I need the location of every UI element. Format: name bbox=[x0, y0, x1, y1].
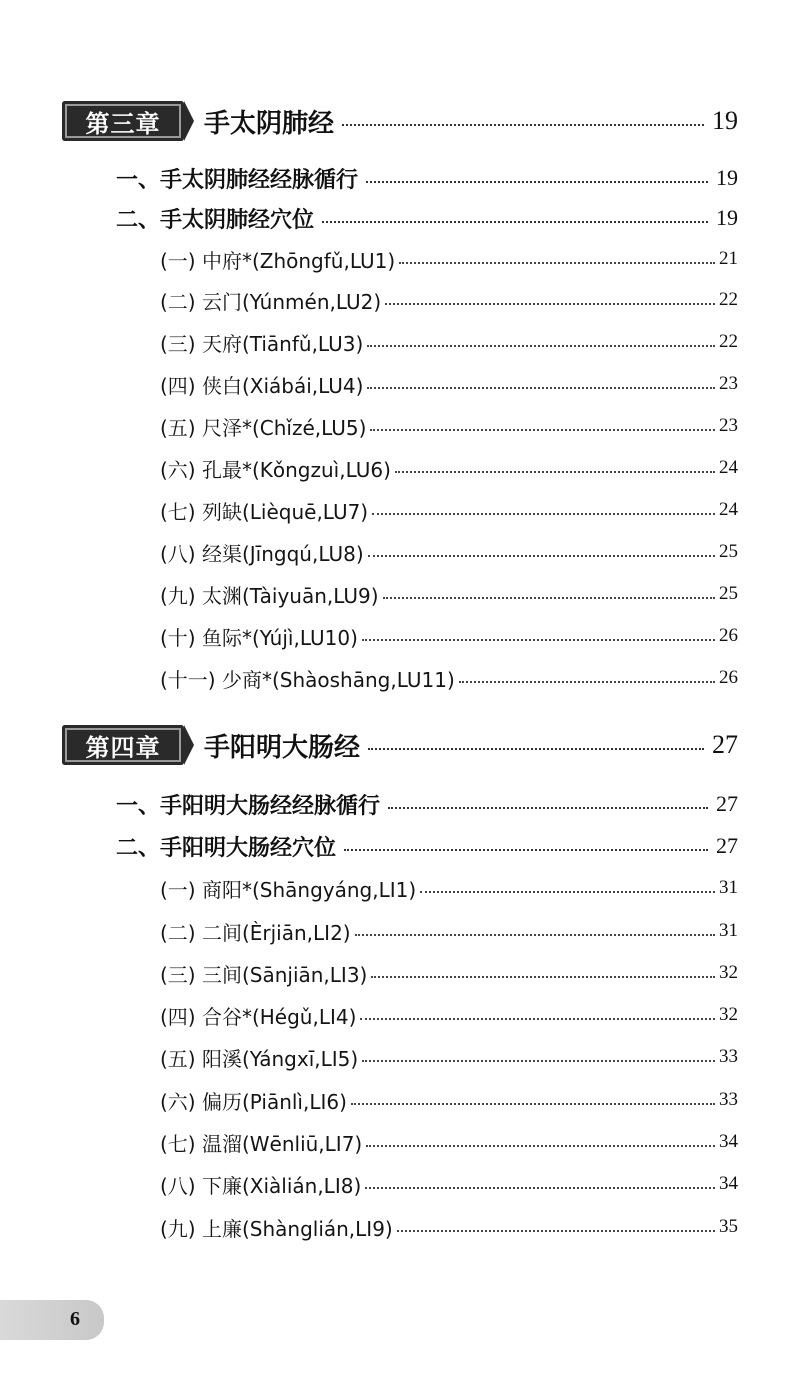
dot-leader bbox=[397, 1230, 715, 1232]
dot-leader bbox=[370, 429, 715, 431]
point-label: (二) 云门(Yúnmén,LU2) bbox=[160, 289, 382, 314]
point-page-number: 24 bbox=[719, 457, 738, 478]
toc-point-entry[interactable] bbox=[160, 284, 738, 316]
point-page-number: 24 bbox=[719, 499, 738, 520]
toc-section-entry[interactable] bbox=[116, 786, 738, 822]
point-page-number: 22 bbox=[719, 331, 738, 352]
toc-point-entry[interactable] bbox=[160, 1126, 738, 1158]
section-label: 一、手太阴肺经经脉循行 bbox=[116, 167, 359, 193]
chapter-heading[interactable] bbox=[62, 98, 738, 144]
chapter-title: 手阳明大肠经 bbox=[204, 732, 361, 763]
dot-leader bbox=[368, 748, 704, 750]
toc-point-entry[interactable] bbox=[160, 1168, 738, 1200]
toc-point-entry[interactable] bbox=[160, 872, 738, 904]
section-page-number: 27 bbox=[716, 833, 738, 858]
point-page-number: 31 bbox=[719, 877, 738, 898]
dot-leader bbox=[367, 387, 715, 389]
toc-point-entry[interactable] bbox=[160, 326, 738, 358]
dot-leader bbox=[351, 1103, 715, 1105]
dot-leader bbox=[362, 1060, 715, 1062]
point-page-number: 33 bbox=[719, 1089, 738, 1110]
point-label: (六) 孔最*(Kǒngzuì,LU6) bbox=[160, 457, 391, 482]
point-label: (六) 偏历(Piānlì,LI6) bbox=[160, 1089, 347, 1114]
point-page-number: 23 bbox=[719, 415, 738, 436]
point-label: (三) 天府(Tiānfǔ,LU3) bbox=[160, 331, 364, 356]
dot-leader bbox=[395, 471, 715, 473]
dot-leader bbox=[368, 555, 715, 557]
point-page-number: 35 bbox=[719, 1216, 738, 1237]
dot-leader bbox=[362, 639, 715, 641]
dot-leader bbox=[372, 513, 715, 515]
section-page-number: 19 bbox=[716, 205, 738, 230]
point-page-number: 22 bbox=[719, 289, 738, 310]
point-label: (七) 列缺(Lièquē,LU7) bbox=[160, 499, 369, 524]
point-label: (十) 鱼际*(Yújì,LU10) bbox=[160, 625, 358, 650]
dot-leader bbox=[342, 124, 704, 126]
toc-section-entry[interactable] bbox=[116, 160, 738, 196]
point-page-number: 26 bbox=[719, 667, 738, 688]
chapter-badge-text: 第四章 bbox=[85, 732, 161, 762]
chapter-badge-text: 第三章 bbox=[85, 108, 161, 138]
point-label: (四) 侠白(Xiábái,LU4) bbox=[160, 373, 364, 398]
toc-point-entry[interactable] bbox=[160, 578, 738, 610]
point-page-number: 32 bbox=[719, 1004, 738, 1025]
point-label: (五) 阳溪(Yángxī,LI5) bbox=[160, 1046, 359, 1071]
page-number: 6 bbox=[70, 1308, 80, 1330]
point-label: (八) 经渠(Jīngqú,LU8) bbox=[160, 541, 364, 566]
point-page-number: 33 bbox=[719, 1046, 738, 1067]
toc-point-entry[interactable] bbox=[160, 620, 738, 652]
section-label: 一、手阳明大肠经经脉循行 bbox=[116, 793, 381, 819]
toc-point-entry[interactable] bbox=[160, 410, 738, 442]
section-page-number: 27 bbox=[716, 791, 738, 816]
dot-leader bbox=[371, 976, 715, 978]
chapter-heading[interactable] bbox=[62, 722, 738, 768]
dot-leader bbox=[344, 849, 708, 851]
dot-leader bbox=[366, 1145, 715, 1147]
dot-leader bbox=[388, 807, 708, 809]
toc-point-entry[interactable] bbox=[160, 243, 738, 275]
point-page-number: 32 bbox=[719, 962, 738, 983]
toc-point-entry[interactable] bbox=[160, 915, 738, 947]
dot-leader bbox=[366, 181, 708, 183]
point-page-number: 25 bbox=[719, 541, 738, 562]
dot-leader bbox=[459, 681, 715, 683]
toc-point-entry[interactable] bbox=[160, 999, 738, 1031]
point-label: (八) 下廉(Xiàlián,LI8) bbox=[160, 1173, 362, 1198]
dot-leader bbox=[385, 303, 715, 305]
dot-leader bbox=[322, 221, 708, 223]
dot-leader bbox=[420, 891, 715, 893]
point-page-number: 31 bbox=[719, 920, 738, 941]
chapter-badge bbox=[62, 725, 184, 765]
point-label: (一) 商阳*(Shāngyáng,LI1) bbox=[160, 877, 417, 902]
point-label: (三) 三间(Sānjiān,LI3) bbox=[160, 962, 368, 987]
toc-point-entry[interactable] bbox=[160, 1084, 738, 1116]
point-label: (七) 温溜(Wēnliū,LI7) bbox=[160, 1131, 363, 1156]
page-number-tab bbox=[0, 1300, 104, 1340]
point-label: (九) 上廉(Shànglián,LI9) bbox=[160, 1216, 393, 1241]
dot-leader bbox=[360, 1018, 715, 1020]
toc-point-entry[interactable] bbox=[160, 536, 738, 568]
dot-leader bbox=[383, 597, 715, 599]
toc-point-entry[interactable] bbox=[160, 662, 738, 694]
section-label: 二、手太阴肺经穴位 bbox=[116, 207, 315, 233]
point-label: (二) 二间(Èrjiān,LI2) bbox=[160, 920, 351, 945]
toc-section-entry[interactable] bbox=[116, 828, 738, 864]
dot-leader bbox=[367, 345, 715, 347]
point-page-number: 25 bbox=[719, 583, 738, 604]
toc-point-entry[interactable] bbox=[160, 1041, 738, 1073]
point-label: (四) 合谷*(Hégǔ,LI4) bbox=[160, 1004, 357, 1029]
toc-point-entry[interactable] bbox=[160, 368, 738, 400]
toc-point-entry[interactable] bbox=[160, 1211, 738, 1243]
point-label: (九) 太渊(Tàiyuān,LU9) bbox=[160, 583, 379, 608]
point-page-number: 34 bbox=[719, 1131, 738, 1152]
chapter-page-number: 19 bbox=[712, 106, 738, 135]
toc-point-entry[interactable] bbox=[160, 452, 738, 484]
point-label: (十一) 少商*(Shàoshāng,LU11) bbox=[160, 667, 455, 692]
toc-point-entry[interactable] bbox=[160, 957, 738, 989]
dot-leader bbox=[399, 262, 715, 264]
toc-point-entry[interactable] bbox=[160, 494, 738, 526]
point-page-number: 21 bbox=[719, 248, 738, 269]
dot-leader bbox=[365, 1187, 715, 1189]
point-label: (一) 中府*(Zhōngfǔ,LU1) bbox=[160, 248, 396, 273]
point-page-number: 23 bbox=[719, 373, 738, 394]
point-page-number: 34 bbox=[719, 1173, 738, 1194]
chapter-badge bbox=[62, 101, 184, 141]
section-label: 二、手阳明大肠经穴位 bbox=[116, 835, 337, 861]
section-page-number: 19 bbox=[716, 165, 738, 190]
toc-section-entry[interactable] bbox=[116, 200, 738, 236]
chapter-page-number: 27 bbox=[712, 730, 738, 759]
dot-leader bbox=[355, 934, 715, 936]
point-label: (五) 尺泽*(Chǐzé,LU5) bbox=[160, 415, 367, 440]
point-page-number: 26 bbox=[719, 625, 738, 646]
chapter-title: 手太阴肺经 bbox=[204, 108, 335, 139]
